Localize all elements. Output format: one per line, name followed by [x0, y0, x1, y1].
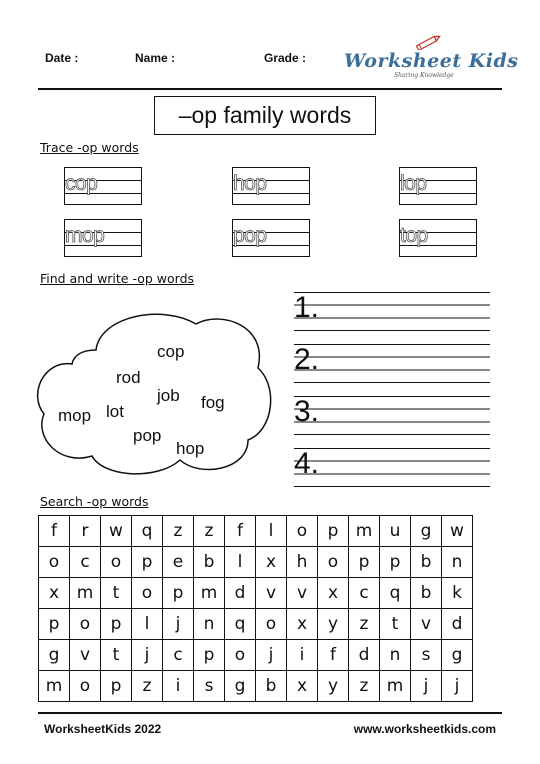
grid-cell[interactable]: x — [256, 547, 287, 578]
line-number: 4. — [294, 447, 320, 480]
grid-cell[interactable]: p — [163, 578, 194, 609]
grid-cell[interactable]: h — [287, 547, 318, 578]
grid-cell[interactable]: p — [39, 609, 70, 640]
trace-box-pop — [232, 219, 310, 257]
grid-cell[interactable]: j — [411, 671, 442, 702]
grid-cell[interactable]: y — [318, 671, 349, 702]
logo-text: Worksheet Kids — [344, 50, 519, 72]
line-number: 1. — [294, 291, 320, 324]
grid-cell[interactable]: g — [442, 640, 473, 671]
grid-cell[interactable]: p — [349, 547, 380, 578]
grid-cell[interactable]: i — [287, 640, 318, 671]
cloud-word-lot: lot — [106, 402, 124, 421]
grid-cell[interactable]: j — [256, 640, 287, 671]
trace-word: hop — [233, 172, 267, 195]
grid-cell[interactable]: t — [101, 640, 132, 671]
grid-cell[interactable]: t — [380, 609, 411, 640]
grid-cell[interactable]: z — [163, 516, 194, 547]
grid-cell[interactable]: v — [70, 640, 101, 671]
grid-cell[interactable]: j — [163, 609, 194, 640]
grid-cell[interactable]: g — [225, 671, 256, 702]
grid-cell[interactable]: j — [132, 640, 163, 671]
grid-cell[interactable]: z — [194, 516, 225, 547]
date-label: Date : — [45, 51, 79, 65]
grid-cell[interactable]: x — [287, 671, 318, 702]
cloud-icon — [34, 302, 276, 482]
grid-cell[interactable]: o — [318, 547, 349, 578]
cloud-word-mop: mop — [58, 406, 92, 425]
grid-cell[interactable]: g — [39, 640, 70, 671]
write-line-3[interactable] — [294, 396, 490, 435]
trace-box-hop — [232, 167, 310, 205]
grid-cell[interactable]: t — [101, 578, 132, 609]
write-line-1[interactable] — [294, 292, 490, 331]
grid-cell[interactable]: s — [194, 671, 225, 702]
trace-box-lop — [399, 167, 477, 205]
grid-cell[interactable]: m — [380, 671, 411, 702]
worksheetkids-logo — [344, 44, 519, 84]
pencil-icon — [412, 34, 444, 50]
grid-cell[interactable]: o — [256, 609, 287, 640]
worksheet-title: –op family words — [178, 102, 352, 128]
grid-cell[interactable]: m — [70, 578, 101, 609]
grid-cell[interactable]: d — [442, 609, 473, 640]
grid-cell[interactable]: r — [70, 516, 101, 547]
grid-cell[interactable]: o — [39, 547, 70, 578]
trace-word: lop — [400, 172, 427, 195]
footer-website[interactable]: www.worksheetkids.com — [353, 722, 496, 736]
grid-cell[interactable]: v — [287, 578, 318, 609]
footer-copyright: WorksheetKids 2022 — [44, 722, 162, 736]
grid-cell[interactable]: o — [70, 609, 101, 640]
trace-word: cop — [65, 172, 98, 195]
grid-cell[interactable]: c — [349, 578, 380, 609]
grid-row — [39, 671, 473, 702]
grid-cell[interactable]: v — [256, 578, 287, 609]
grade-label: Grade : — [264, 51, 307, 65]
grid-cell[interactable]: b — [256, 671, 287, 702]
grid-cell[interactable]: d — [349, 640, 380, 671]
grid-cell[interactable]: o — [101, 547, 132, 578]
trace-box-top — [399, 219, 477, 257]
logo-tagline: Sharing Knowledge — [394, 72, 454, 79]
cloud-word-fog: fog — [201, 393, 225, 412]
grid-cell[interactable]: p — [318, 516, 349, 547]
cloud-word-pop: pop — [133, 426, 162, 445]
write-line-4[interactable] — [294, 448, 490, 487]
grid-cell[interactable]: o — [70, 671, 101, 702]
grid-cell[interactable]: c — [70, 547, 101, 578]
grid-cell[interactable]: y — [318, 609, 349, 640]
trace-word: pop — [233, 224, 267, 247]
grid-cell[interactable]: e — [163, 547, 194, 578]
grid-cell[interactable]: u — [380, 516, 411, 547]
grid-cell[interactable]: m — [349, 516, 380, 547]
grid-cell[interactable]: x — [39, 578, 70, 609]
grid-cell[interactable]: w — [101, 516, 132, 547]
grid-cell[interactable]: o — [287, 516, 318, 547]
cloud-word-rod: rod — [116, 368, 141, 387]
grid-cell[interactable]: p — [380, 547, 411, 578]
grid-cell[interactable]: p — [132, 547, 163, 578]
grid-cell[interactable]: l — [225, 547, 256, 578]
grid-cell[interactable]: v — [411, 609, 442, 640]
grid-cell[interactable]: l — [132, 609, 163, 640]
word-cloud — [34, 302, 276, 482]
grid-cell[interactable]: p — [101, 609, 132, 640]
grid-cell[interactable]: z — [132, 671, 163, 702]
grid-cell[interactable]: i — [163, 671, 194, 702]
cloud-word-job: job — [157, 386, 180, 405]
grid-cell[interactable]: j — [442, 671, 473, 702]
grid-cell[interactable]: k — [442, 578, 473, 609]
grid-cell[interactable]: q — [380, 578, 411, 609]
search-heading: Search -op words — [40, 494, 149, 509]
grid-cell[interactable]: b — [194, 547, 225, 578]
grid-cell[interactable]: p — [101, 671, 132, 702]
grid-cell[interactable]: x — [287, 609, 318, 640]
trace-word: top — [400, 224, 428, 247]
grid-cell[interactable]: n — [194, 609, 225, 640]
grid-cell[interactable]: w — [442, 516, 473, 547]
find-heading: Find and write -op words — [40, 271, 195, 286]
name-label: Name : — [135, 51, 176, 65]
trace-word: mop — [65, 224, 105, 247]
grid-cell[interactable]: b — [411, 578, 442, 609]
cloud-word-hop: hop — [176, 439, 205, 458]
trace-heading: Trace -op words — [40, 140, 139, 155]
grid-cell[interactable]: o — [132, 578, 163, 609]
line-number: 2. — [294, 343, 320, 376]
header-divider — [38, 88, 502, 90]
grid-cell[interactable]: x — [318, 578, 349, 609]
grid-cell[interactable]: f — [39, 516, 70, 547]
grid-cell[interactable]: b — [411, 547, 442, 578]
grid-cell[interactable]: q — [132, 516, 163, 547]
grid-cell[interactable]: p — [194, 640, 225, 671]
grid-cell[interactable]: q — [225, 609, 256, 640]
trace-box-mop — [64, 219, 142, 257]
line-number: 3. — [294, 395, 320, 428]
worksheet-header — [0, 0, 540, 90]
grid-row — [39, 516, 473, 547]
cloud-word-cop: cop — [157, 342, 185, 361]
grid-cell[interactable]: m — [39, 671, 70, 702]
grid-row — [39, 609, 473, 640]
grid-cell[interactable]: s — [411, 640, 442, 671]
grid-cell[interactable]: f — [318, 640, 349, 671]
grid-row — [39, 640, 473, 671]
grid-cell[interactable]: g — [411, 516, 442, 547]
grid-cell[interactable]: f — [225, 516, 256, 547]
grid-cell[interactable]: l — [256, 516, 287, 547]
trace-box-cop — [64, 167, 142, 205]
grid-row — [39, 547, 473, 578]
grid-cell[interactable]: z — [349, 609, 380, 640]
title-box — [154, 96, 376, 135]
write-line-2[interactable] — [294, 344, 490, 383]
grid-cell[interactable]: m — [194, 578, 225, 609]
grid-row — [39, 578, 473, 609]
footer-divider — [38, 712, 502, 714]
grid-cell[interactable]: c — [163, 640, 194, 671]
word-search-grid — [38, 515, 473, 702]
grid-cell[interactable]: n — [380, 640, 411, 671]
grid-cell[interactable]: n — [442, 547, 473, 578]
grid-cell[interactable]: o — [225, 640, 256, 671]
grid-cell[interactable]: z — [349, 671, 380, 702]
grid-cell[interactable]: d — [225, 578, 256, 609]
